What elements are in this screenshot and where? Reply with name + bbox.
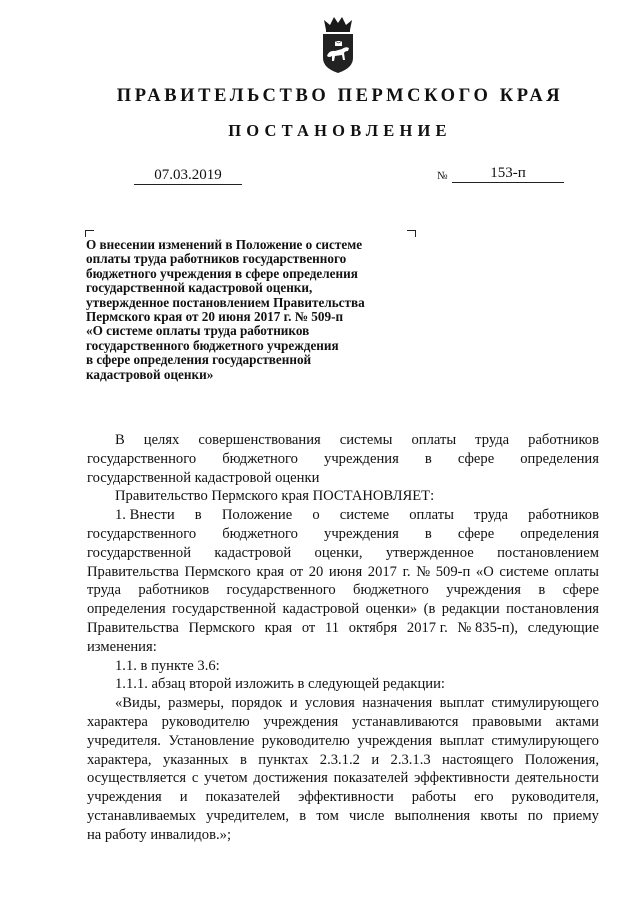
word: стимулирующего: [491, 695, 599, 712]
word: совершенствования: [198, 432, 321, 448]
word: сфере: [562, 582, 599, 599]
word: по: [527, 807, 543, 824]
word: системе: [339, 507, 390, 524]
word: условия: [305, 695, 355, 712]
word: бюджетного: [353, 582, 429, 599]
subject-line: Пермского края от 20 июня 2017 г. № 509-п: [86, 309, 344, 325]
word: следующие: [527, 619, 599, 636]
word: деятельности: [515, 770, 599, 787]
subject-bracket-left: [85, 230, 94, 237]
word: 2017 г.: [406, 619, 448, 636]
word: В: [115, 432, 125, 448]
document-number: 153-п: [452, 164, 564, 183]
word: 1. Внести: [115, 507, 175, 524]
coat-of-arms-icon: [318, 14, 358, 76]
word: показателей: [205, 789, 281, 806]
word: учреждения: [324, 525, 399, 542]
word: учреждения: [263, 713, 339, 730]
word: работников: [138, 582, 210, 599]
body-line: [87, 619, 599, 638]
subject-line: утвержденное постановлением Правительства: [86, 294, 365, 310]
word: бюджетного: [222, 450, 298, 467]
word: на работу инвалидов.»;: [87, 826, 231, 843]
word: кадастровой: [282, 601, 360, 618]
word: числе: [349, 807, 385, 824]
word: № 835-п),: [457, 619, 519, 636]
word: утвержденное: [385, 544, 474, 561]
body-line: [87, 788, 599, 807]
word: в: [424, 525, 432, 542]
word: Правительства: [87, 563, 179, 580]
word: края: [256, 563, 285, 580]
word: 2017: [367, 563, 397, 580]
word: системе: [499, 563, 549, 580]
subject-line: оплаты труда работников государственного: [86, 251, 347, 267]
body-line: [87, 469, 599, 488]
word: 11: [324, 619, 340, 636]
word: 1.1.1. абзац второй изложить в следующей редакции:: [115, 676, 445, 693]
word: системы: [339, 432, 393, 448]
word: труда: [87, 582, 121, 599]
word: оплаты: [554, 563, 599, 580]
word: определения: [87, 601, 166, 618]
body-line: [87, 751, 599, 770]
word: о: [312, 507, 320, 524]
word: учреждения: [87, 789, 162, 806]
word: постановлением: [497, 544, 599, 561]
word: учредителя.: [87, 732, 161, 749]
word: характера,: [87, 751, 152, 768]
word: труда: [474, 507, 508, 524]
word: эффективности: [414, 770, 510, 787]
word: сфере: [457, 450, 495, 467]
word: изменения:: [87, 638, 157, 655]
body-line: [87, 563, 599, 582]
word: целях: [143, 432, 180, 448]
word: края: [264, 619, 293, 636]
word: работников: [528, 507, 599, 524]
word: порядок: [231, 695, 283, 712]
word: бюджетного: [222, 525, 298, 542]
word: оплаты: [411, 432, 457, 448]
word: Пермского: [184, 563, 251, 580]
subject-line: кадастровой оценки»: [86, 366, 214, 382]
word: г.: [402, 563, 411, 580]
word: оплаты: [409, 507, 454, 524]
body-line: [87, 600, 599, 619]
word: выплат: [439, 732, 484, 749]
body-line: [87, 713, 599, 732]
document-subject: [86, 238, 426, 382]
word: 20: [308, 563, 324, 580]
word: 2.3.1.2: [319, 751, 360, 768]
word: учредителем,: [206, 807, 290, 824]
subject-line: «О системе оплаты труда работников: [86, 323, 310, 339]
word: размеры,: [168, 695, 224, 712]
body-line: [87, 657, 599, 676]
body-line: [87, 826, 599, 845]
word: руководителю: [261, 732, 350, 749]
word: указанных: [162, 751, 229, 768]
word: 2.3.1.3: [390, 751, 431, 768]
word: (в: [423, 601, 436, 618]
word: в: [194, 507, 202, 524]
word: учреждения: [446, 582, 521, 599]
body-line: [87, 544, 599, 563]
word: в: [538, 582, 546, 599]
word: «О: [475, 563, 494, 580]
word: руководителю: [161, 713, 250, 730]
word: актами: [555, 713, 599, 730]
word: государственной кадастровой оценки: [87, 469, 320, 486]
word: государственного: [87, 525, 197, 542]
word: определения: [520, 450, 599, 467]
word: устанавливаемых: [87, 807, 196, 824]
word: работы: [411, 789, 457, 806]
document-body: [87, 431, 599, 845]
body-line: [87, 581, 599, 600]
word: назначения: [362, 695, 433, 712]
word: выплат: [439, 695, 484, 712]
word: осуществляется: [87, 770, 187, 787]
word: руководителя,: [511, 789, 599, 806]
word: от: [301, 619, 316, 636]
word: в: [239, 751, 247, 768]
word: редакции: [441, 601, 500, 618]
word: пунктах: [258, 751, 309, 768]
word: труда: [475, 432, 510, 448]
number-sign: №: [437, 170, 448, 182]
word: Положение: [221, 507, 293, 524]
word: кадастровой: [214, 544, 292, 561]
body-line: [87, 450, 599, 469]
word: и: [179, 789, 188, 806]
word: определения: [520, 525, 599, 542]
word: работников: [528, 432, 599, 448]
word: Правительство Пермского края ПОСТАНОВЛЯЕТ:: [115, 488, 435, 505]
subject-line: государственного бюджетного учреждения: [86, 337, 339, 353]
word: июня: [328, 563, 363, 580]
subject-line: О внесении изменений в Положение о системе: [86, 237, 363, 252]
word: Правительства: [87, 619, 179, 636]
word: государственного: [87, 450, 197, 467]
word: правовыми: [472, 713, 542, 730]
subject-line: бюджетного учреждения в сфере определения: [86, 265, 358, 281]
word: оценки,: [314, 544, 363, 561]
word: 1.1. в пункте 3.6:: [115, 657, 220, 674]
body-line: [87, 431, 599, 450]
word: приему: [553, 807, 599, 824]
word: настоящего: [442, 751, 514, 768]
word: том: [316, 807, 339, 824]
word: октября: [348, 619, 398, 636]
word: показателей: [333, 770, 409, 787]
word: №: [416, 563, 431, 580]
body-line: [87, 525, 599, 544]
word: постановления: [506, 601, 599, 618]
word: в: [299, 807, 307, 824]
document-type: ПОСТАНОВЛЕНИЕ: [228, 121, 452, 140]
word: учреждения: [357, 732, 433, 749]
body-line: [87, 807, 599, 826]
word: эффективности: [298, 789, 394, 806]
word: Положения,: [524, 751, 599, 768]
word: и: [371, 751, 380, 768]
word: устанавливаются: [351, 713, 459, 730]
word: государственного: [226, 582, 336, 599]
word: его: [474, 789, 494, 806]
word: квоты: [480, 807, 518, 824]
subject-bracket-right: [407, 230, 416, 237]
subject-line: государственной кадастровой оценки,: [86, 280, 313, 296]
word: Пермского: [188, 619, 255, 636]
body-line: [87, 487, 599, 506]
word: стимулирующего: [491, 732, 599, 749]
word: 509-п: [435, 563, 471, 580]
subject-line: в сфере определения государственной: [86, 352, 312, 368]
word: и: [289, 695, 298, 712]
body-line: [87, 694, 599, 713]
word: учетом: [204, 770, 248, 787]
word: Установление: [168, 732, 255, 749]
word: государственной: [87, 544, 192, 561]
word: с: [191, 770, 199, 787]
body-line: [87, 769, 599, 788]
word: государственной: [172, 601, 277, 618]
word: сфере: [457, 525, 495, 542]
word: выполнения: [394, 807, 471, 824]
word: оценки»: [365, 601, 418, 618]
body-line: [87, 675, 599, 694]
body-line: [87, 638, 599, 657]
word: характера: [87, 713, 148, 730]
body-line: [87, 732, 599, 751]
word: от: [289, 563, 304, 580]
word: учреждения: [324, 450, 399, 467]
word: в: [424, 450, 432, 467]
body-line: [87, 506, 599, 525]
document-date: 07.03.2019: [134, 166, 242, 185]
government-title: ПРАВИТЕЛЬСТВО ПЕРМСКОГО КРАЯ: [116, 86, 564, 106]
word: достижения: [253, 770, 328, 787]
word: «Виды,: [115, 695, 161, 712]
